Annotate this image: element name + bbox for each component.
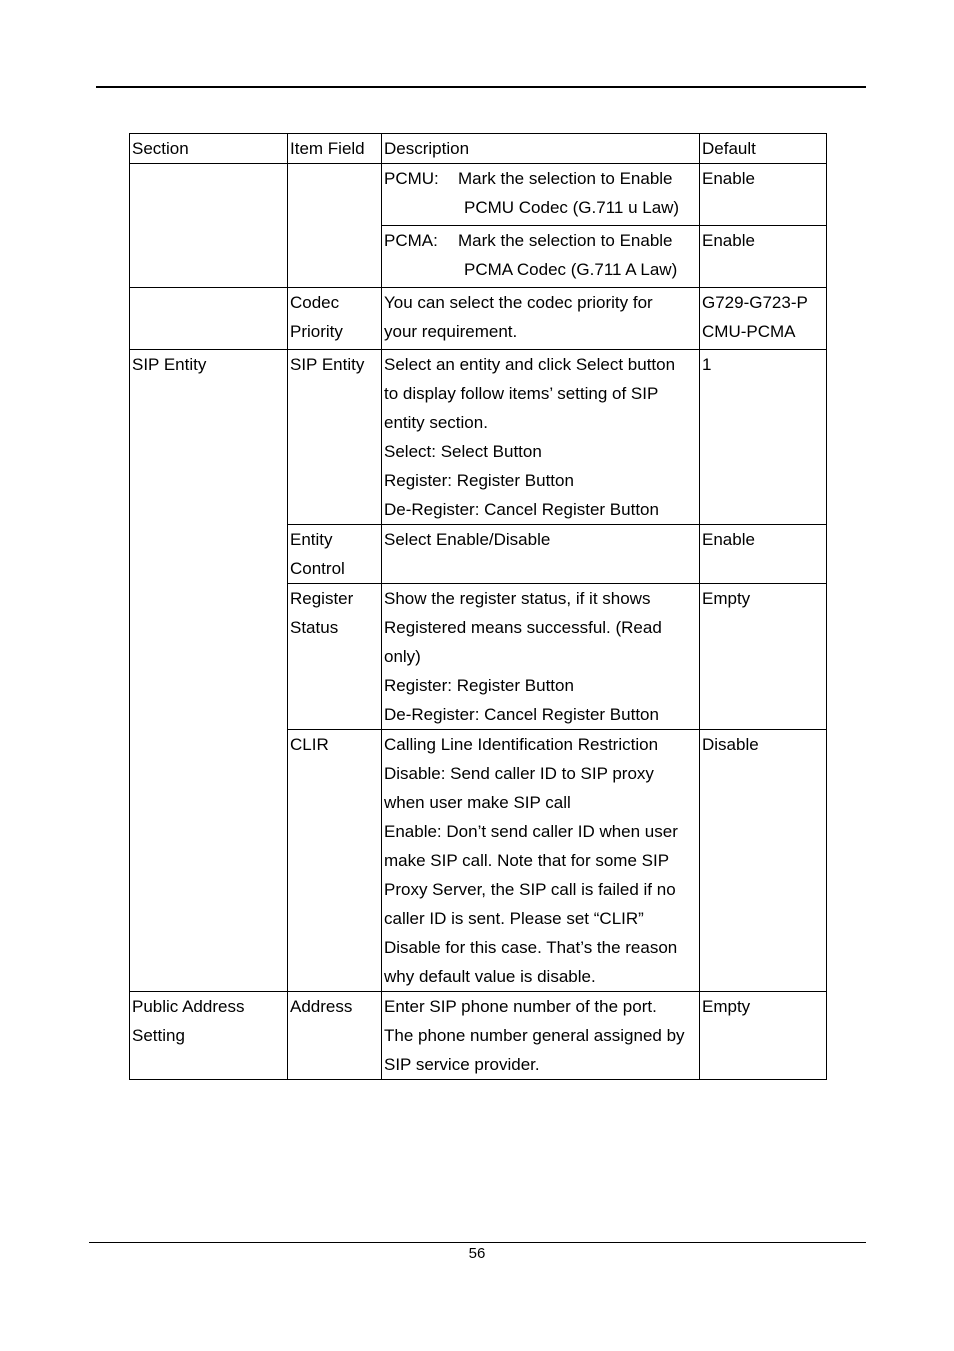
codec-priority-desc-line1: You can select the codec priority for: [384, 293, 653, 312]
pcma-label: PCMA:: [384, 231, 438, 250]
sip-entity-desc-line1: Select an entity and click Select button: [384, 355, 676, 374]
section-cell-codec: [130, 164, 288, 288]
sip-entity-desc-line4: Select: Select Button: [384, 442, 542, 461]
default-cell-codec-priority: [700, 288, 827, 350]
clir-desc-line6: Proxy Server, the SIP call is failed if no: [384, 880, 676, 899]
register-status-desc-line4: Register: Register Button: [384, 676, 574, 695]
description-cell-pcmu: [382, 164, 700, 226]
address-desc-line1: Enter SIP phone number of the port.: [384, 997, 657, 1016]
public-address-section-line1: Public Address: [132, 997, 245, 1016]
clir-desc-line8: Disable for this case. That’s the reason: [384, 938, 678, 957]
clir-desc-line5: make SIP call. Note that for some SIP: [384, 851, 670, 870]
pcmu-label: PCMU:: [384, 169, 439, 188]
register-status-desc-line3: only): [384, 647, 421, 666]
default-cell-clir: Disable: [700, 730, 827, 992]
header-section: Section: [130, 134, 288, 164]
address-desc-line3: SIP service provider.: [384, 1055, 540, 1074]
item-cell-codec: [288, 164, 382, 288]
item-cell-entity-control: [288, 525, 382, 584]
item-cell-clir: CLIR: [288, 730, 382, 992]
pcma-line1: Mark the selection to Enable: [458, 231, 673, 250]
section-cell-codec-priority: [130, 288, 288, 350]
description-cell-codec-priority: [382, 288, 700, 350]
table-row-sip-entity: [130, 350, 827, 525]
register-status-desc-line1: Show the register status, if it shows: [384, 589, 651, 608]
pcmu-line2: PCMU Codec (G.711 u Law): [464, 198, 680, 217]
sip-entity-desc-line5: Register: Register Button: [384, 471, 574, 490]
codec-priority-default-line1: G729-G723-P: [702, 293, 808, 312]
register-status-item-line2: Status: [290, 618, 339, 637]
header-description: Description: [382, 134, 700, 164]
clir-desc-line2: Disable: Send caller ID to SIP proxy: [384, 764, 654, 783]
header-item-field: Item Field: [288, 134, 382, 164]
description-cell-sip-entity: [382, 350, 700, 525]
item-cell-address: Address: [288, 992, 382, 1080]
clir-desc-line4: Enable: Don’t send caller ID when user: [384, 822, 678, 841]
table-row-pcmu: [130, 164, 827, 226]
address-desc-line2: The phone number general assigned by: [384, 1026, 685, 1045]
header-rule: [96, 86, 866, 88]
codec-priority-item-line2: Priority: [290, 322, 343, 341]
default-cell-pcma: Enable: [700, 226, 827, 288]
description-cell-entity-control: Select Enable/Disable: [382, 525, 700, 584]
default-cell-register-status: Empty: [700, 584, 827, 730]
item-cell-codec-priority: [288, 288, 382, 350]
clir-desc-line9: why default value is disable.: [384, 967, 596, 986]
description-cell-register-status: [382, 584, 700, 730]
item-cell-register-status: [288, 584, 382, 730]
register-status-desc-line5: De-Register: Cancel Register Button: [384, 705, 659, 724]
footer-rule: [89, 1242, 866, 1243]
table-row-public-address: [130, 992, 827, 1080]
clir-desc-line7: caller ID is sent. Please set “CLIR”: [384, 909, 644, 928]
default-cell-address: Empty: [700, 992, 827, 1080]
clir-desc-line3: when user make SIP call: [384, 793, 571, 812]
codec-priority-item-line1: Codec: [290, 293, 340, 312]
description-cell-clir: [382, 730, 700, 992]
section-cell-public-address: [130, 992, 288, 1080]
default-cell-pcmu: Enable: [700, 164, 827, 226]
register-status-item-line1: Register: [290, 589, 354, 608]
table-header-row: [130, 134, 827, 164]
pcma-line2: PCMA Codec (G.711 A Law): [464, 260, 678, 279]
section-cell-sip-entity: SIP Entity: [130, 350, 288, 992]
entity-control-item-line2: Control: [290, 559, 345, 578]
codec-priority-default-line2: CMU-PCMA: [702, 322, 796, 341]
page-number: 56: [468, 1245, 486, 1262]
public-address-section-line2: Setting: [132, 1026, 185, 1045]
settings-table: [129, 133, 827, 1080]
sip-entity-desc-line6: De-Register: Cancel Register Button: [384, 500, 659, 519]
item-cell-sip-entity: SIP Entity: [288, 350, 382, 525]
register-status-desc-line2: Registered means successful. (Read: [384, 618, 662, 637]
description-cell-pcma: [382, 226, 700, 288]
header-default: Default: [700, 134, 827, 164]
default-cell-entity-control: Enable: [700, 525, 827, 584]
table-row-codec-priority: [130, 288, 827, 350]
codec-priority-desc-line2: your requirement.: [384, 322, 518, 341]
description-cell-address: [382, 992, 700, 1080]
sip-entity-desc-line2: to display follow items’ setting of SIP: [384, 384, 659, 403]
pcmu-line1: Mark the selection to Enable: [458, 169, 673, 188]
default-cell-sip-entity: 1: [700, 350, 827, 525]
sip-entity-desc-line3: entity section.: [384, 413, 488, 432]
clir-desc-line1: Calling Line Identification Restriction: [384, 735, 659, 754]
entity-control-item-line1: Entity: [290, 530, 333, 549]
